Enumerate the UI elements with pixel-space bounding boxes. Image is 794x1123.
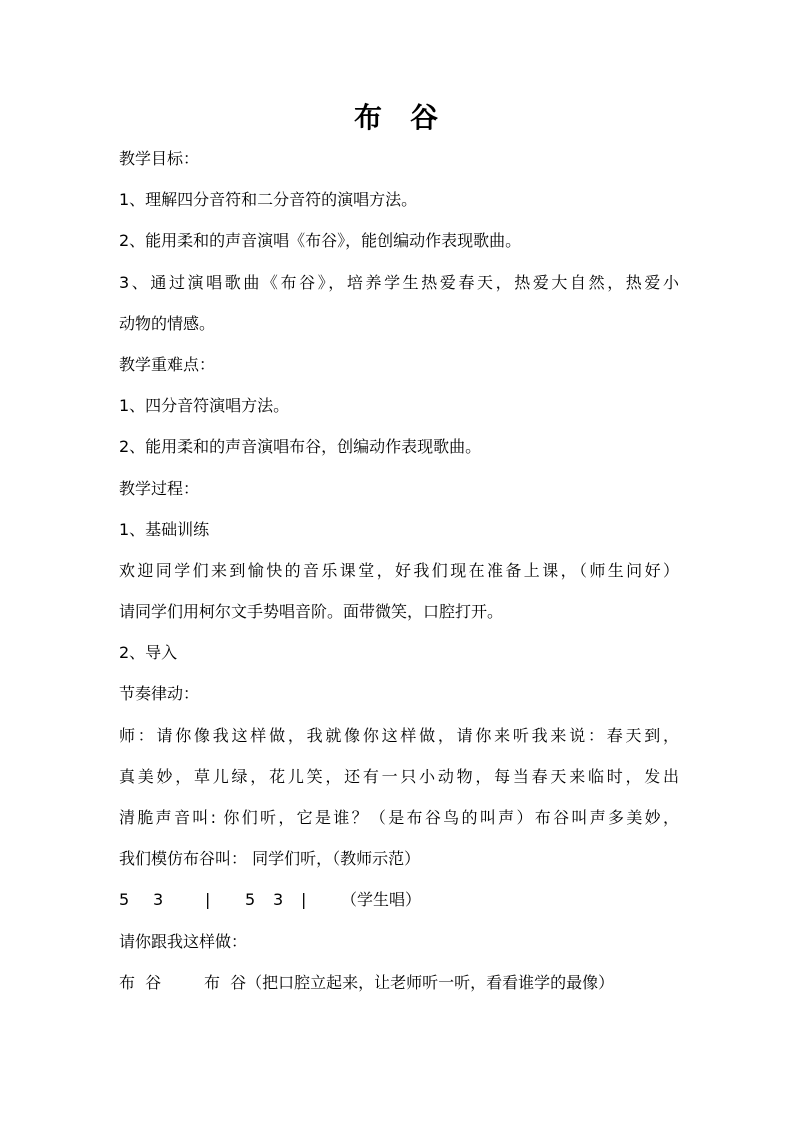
notation-line	[119, 886, 679, 927]
page-title	[0, 98, 794, 138]
bugu-first: 布 谷	[119, 972, 162, 992]
bar-line-2: |	[301, 890, 307, 910]
note-5-a: 5	[119, 890, 130, 910]
bar-line-1: |	[205, 890, 211, 910]
teacher-text-1: 师：请你像我这样做，我就像你这样做，请你来听我来说：春天到，	[119, 725, 679, 745]
teacher-text-2: 真美妙，草儿绿，花儿笑，还有一只小动物，每当春天来临时，发出	[119, 766, 679, 786]
heading-key-points: 教学重难点：	[119, 354, 216, 374]
step-2-title: 2、导入	[119, 643, 178, 663]
heading-process: 教学过程：	[119, 478, 200, 498]
objective-3-part-1: 3、通过演唱歌曲《布谷》，培养学生热爱春天，热爱大自然，热爱小	[119, 272, 679, 292]
title-char-2: 谷	[410, 101, 441, 134]
step-1-text-1: 欢迎同学们来到愉快的音乐课堂，好我们现在准备上课，（师生问好）	[119, 560, 679, 580]
step-1-text-2: 请同学们用柯尔文手势唱音阶。面带微笑，口腔打开。	[119, 602, 504, 622]
key-point-1: 1、四分音符演唱方法。	[119, 396, 290, 416]
note-5-b: 5	[245, 890, 256, 910]
note-3-a: 3	[153, 890, 164, 910]
bugu-rest: 布 谷（把口腔立起来，让老师听一听，看看谁学的最像）	[204, 972, 615, 992]
follow-me-line: 请你跟我这样做：	[119, 931, 248, 951]
teacher-text-3: 清脆声音叫: 你们听，它是谁？（是布谷鸟的叫声）布谷叫声多美妙，	[119, 808, 679, 827]
objective-3-part-2: 动物的情感。	[119, 313, 216, 333]
objective-2: 2、能用柔和的声音演唱《布谷》，能创编动作表现歌曲。	[119, 231, 522, 251]
rhythm-heading: 节奏律动：	[119, 684, 200, 704]
heading-objectives: 教学目标：	[119, 149, 200, 168]
document-body	[119, 145, 679, 1010]
bugu-line	[119, 969, 679, 1010]
step-1-title: 1、基础训练	[119, 519, 210, 539]
note-3-b: 3	[273, 890, 284, 910]
teacher-text-4: 我们模仿布谷叫： 同学们听，（教师示范）	[119, 849, 421, 869]
objective-1: 1、理解四分音符和二分音符的演唱方法。	[119, 190, 418, 210]
title-char-1: 布	[353, 101, 384, 134]
students-sing-label: （学生唱）	[341, 890, 422, 910]
key-point-2: 2、能用柔和的声音演唱布谷，创编动作表现歌曲。	[119, 437, 482, 457]
